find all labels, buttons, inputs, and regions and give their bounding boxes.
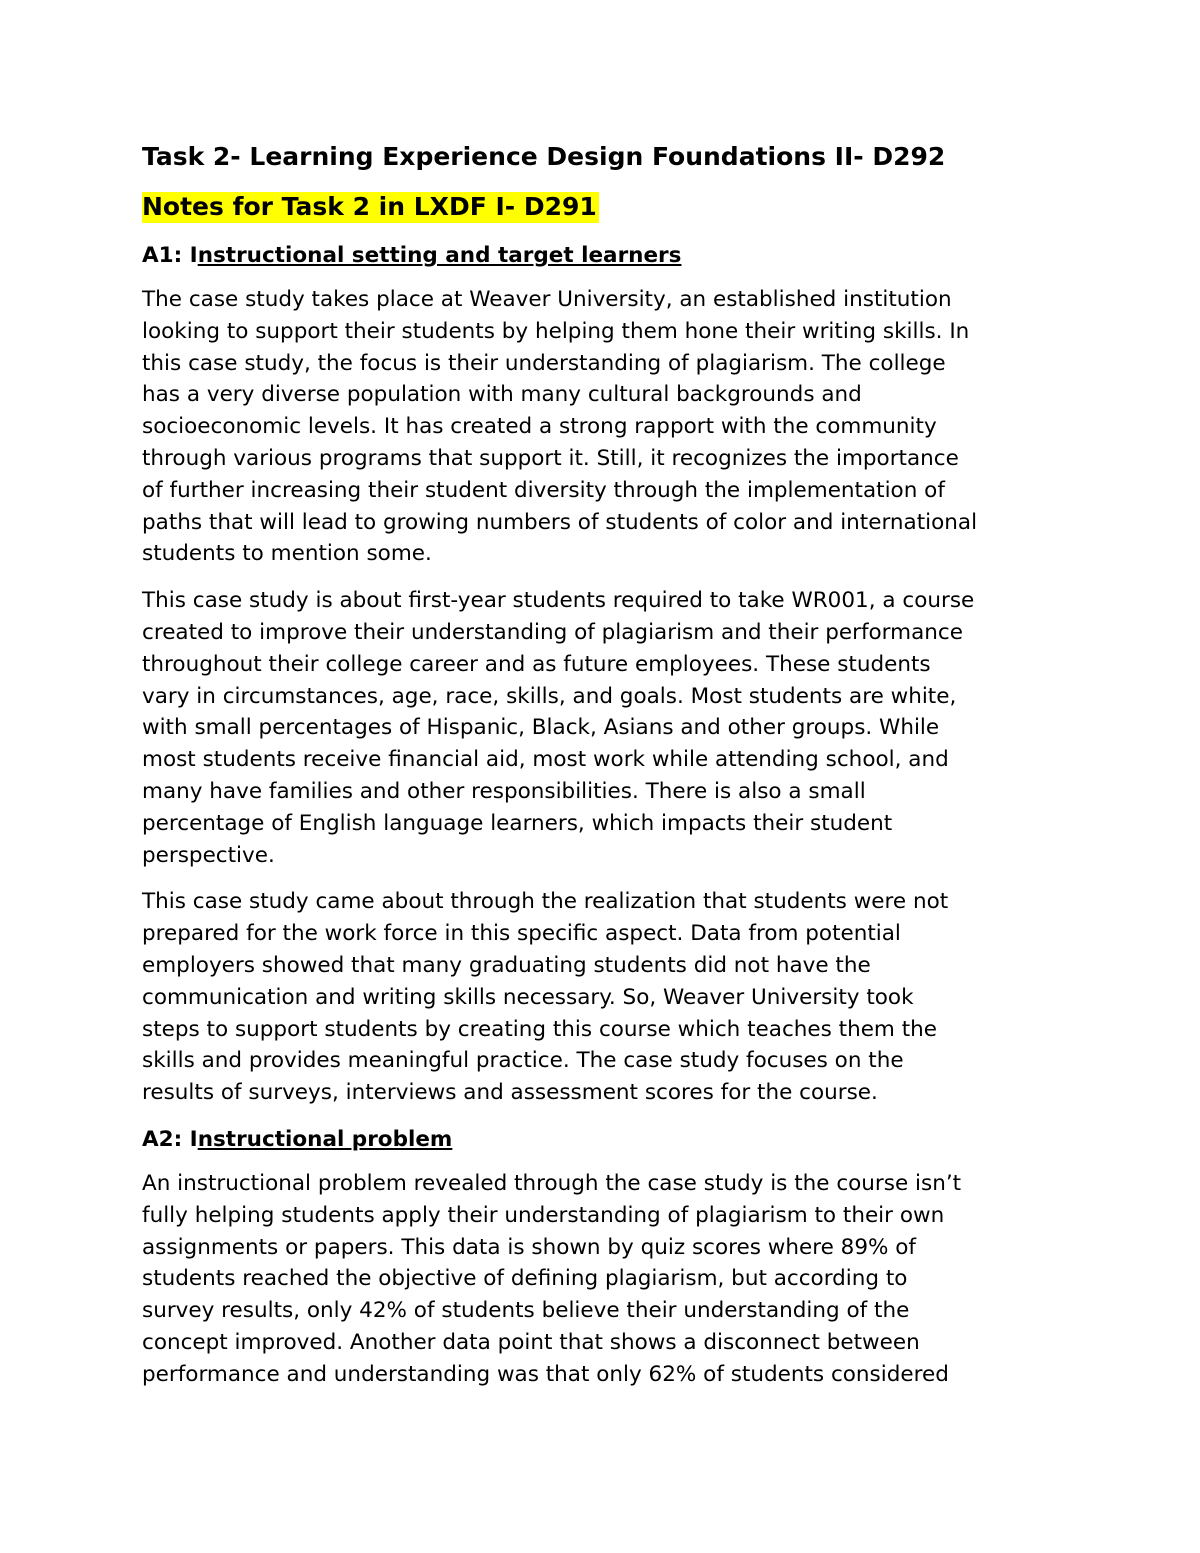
paragraph-line: The case study takes place at Weaver University, an established institution bbox=[142, 287, 952, 312]
paragraph-line: assignments or papers. This data is shown by quiz scores where 89% of bbox=[142, 1234, 916, 1260]
paragraph-line: steps to support students by creating this course which teaches them the bbox=[142, 1016, 937, 1042]
section-a2-heading bbox=[142, 1124, 1072, 1156]
paragraph-line: most students receive financial aid, most work while attending school, and bbox=[142, 747, 949, 773]
paragraph-line: perspective. bbox=[142, 842, 275, 868]
paragraph-line: An instructional problem revealed through the case study is the course isn’t bbox=[142, 1170, 962, 1196]
paragraph-line: socioeconomic levels. It has created a strong rapport with the community bbox=[142, 414, 937, 440]
notes-heading bbox=[142, 190, 1072, 224]
paragraph-line: looking to support their students by helping them hone their writing skills. In bbox=[142, 318, 970, 344]
paragraph-line: this case study, the focus is their understanding of plagiarism. The college bbox=[142, 350, 946, 376]
paragraph-line: prepared for the work force in this specific aspect. Data from potential bbox=[142, 921, 901, 947]
section-a2-label: A2: I bbox=[142, 1126, 198, 1152]
paragraph-line: paths that will lead to growing numbers of students of color and international bbox=[142, 509, 978, 535]
paragraph-line: survey results, only 42% of students believe their understanding of the bbox=[142, 1298, 910, 1324]
paragraph-line: This case study came about through the realization that students were not bbox=[142, 889, 949, 915]
paragraph-line: communication and writing skills necessary. So, Weaver University took bbox=[142, 984, 914, 1010]
paragraph-line: results of surveys, interviews and assessment scores for the course. bbox=[142, 1080, 878, 1106]
paragraph-line: students reached the objective of defining plagiarism, but according to bbox=[142, 1266, 908, 1292]
paragraph-line: fully helping students apply their understanding of plagiarism to their own bbox=[142, 1202, 945, 1228]
paragraph-line: employers showed that many graduating students did not have the bbox=[142, 952, 871, 978]
section-a2-title: nstructional problem bbox=[197, 1126, 453, 1152]
paragraph-line: skills and provides meaningful practice. The case study focuses on the bbox=[142, 1048, 904, 1074]
paragraph-line: created to improve their understanding of plagiarism and their performance bbox=[142, 619, 963, 645]
paragraph-background bbox=[142, 886, 1072, 1109]
section-a1-heading bbox=[142, 240, 1072, 272]
paragraph-line: of further increasing their student diversity through the implementation of bbox=[142, 477, 945, 503]
paragraph-line: many have families and other responsibilities. There is also a small bbox=[142, 778, 866, 804]
paragraph-line: vary in circumstances, age, race, skills, and goals. Most students are white, bbox=[142, 683, 957, 709]
paragraph-line: throughout their college career and as future employees. These students bbox=[142, 651, 931, 677]
section-a1-label: A1: I bbox=[142, 243, 198, 268]
paragraph-setting bbox=[142, 284, 1072, 570]
paragraph-line: has a very diverse population with many cultural backgrounds and bbox=[142, 382, 862, 408]
highlighted-notes-text: Notes for Task 2 in LXDF I- D291 bbox=[142, 192, 597, 221]
paragraph-line: performance and understanding was that only 62% of students considered bbox=[142, 1361, 949, 1387]
paragraph-line: with small percentages of Hispanic, Black, Asians and other groups. While bbox=[142, 715, 940, 741]
section-a1-title: nstructional setting and target learners bbox=[197, 243, 682, 268]
document-title: Task 2- Learning Experience Design Foundations II- D292 bbox=[142, 142, 946, 171]
document-body bbox=[142, 138, 1072, 1406]
paragraph-line: concept improved. Another data point that shows a disconnect between bbox=[142, 1329, 920, 1355]
paragraph-problem bbox=[142, 1168, 1072, 1391]
paragraph-line: This case study is about first-year students required to take WR001, a course bbox=[142, 588, 975, 614]
paragraph-learners bbox=[142, 585, 1072, 871]
paragraph-line: through various programs that support it. Still, it recognizes the importance bbox=[142, 445, 959, 471]
paragraph-line: percentage of English language learners, which impacts their student bbox=[142, 810, 893, 836]
paragraph-line: students to mention some. bbox=[142, 541, 432, 567]
